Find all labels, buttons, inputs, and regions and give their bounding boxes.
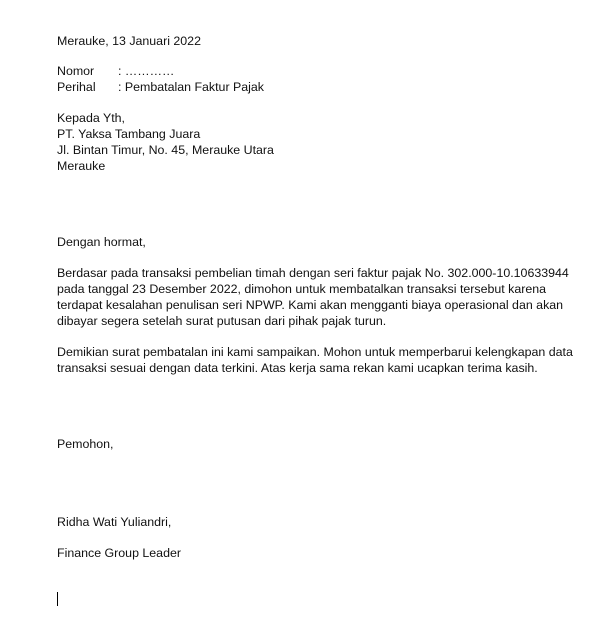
paragraph-line: Berdasar pada transaksi pembelian timah dengan seri faktur pajak No. 302.000-10.10633944	[57, 266, 569, 280]
paragraph-line: terdapat kesalahan penulisan seri NPWP. Kami akan mengganti biaya operasional dan akan	[57, 298, 564, 312]
greeting: Dengan hormat,	[57, 235, 146, 249]
closing: Pemohon,	[57, 437, 114, 451]
recipient-line: Merauke	[57, 159, 106, 173]
nomor-label: Nomor	[57, 64, 95, 78]
recipient-line: Kepada Yth,	[57, 111, 125, 125]
perihal-value: : Pembatalan Faktur Pajak	[118, 80, 265, 94]
signer-name: Ridha Wati Yuliandri,	[57, 515, 172, 529]
nomor-value: : …………	[118, 64, 175, 78]
recipient-line: PT. Yaksa Tambang Juara	[57, 127, 201, 141]
signer-title: Finance Group Leader	[57, 546, 181, 560]
paragraph-line: pada tanggal 23 Desember 2022, dimohon untuk membatalkan transaksi tersebut karena	[57, 282, 547, 296]
paragraph-line: dibayar segera setelah surat putusan dari pihak pajak turun.	[57, 314, 387, 328]
text-cursor[interactable]	[57, 592, 58, 606]
perihal-label: Perihal	[57, 80, 96, 94]
recipient-line: Jl. Bintan Timur, No. 45, Merauke Utara	[57, 143, 274, 157]
paragraph-line: Demikian surat pembatalan ini kami sampaikan. Mohon untuk memperbarui kelengkapan data	[57, 345, 573, 359]
place-date: Merauke, 13 Januari 2022	[57, 34, 201, 48]
paragraph-line: transaksi sesuai dengan data terkini. Atas kerja sama rekan kami ucapkan terima kasih.	[57, 361, 538, 375]
